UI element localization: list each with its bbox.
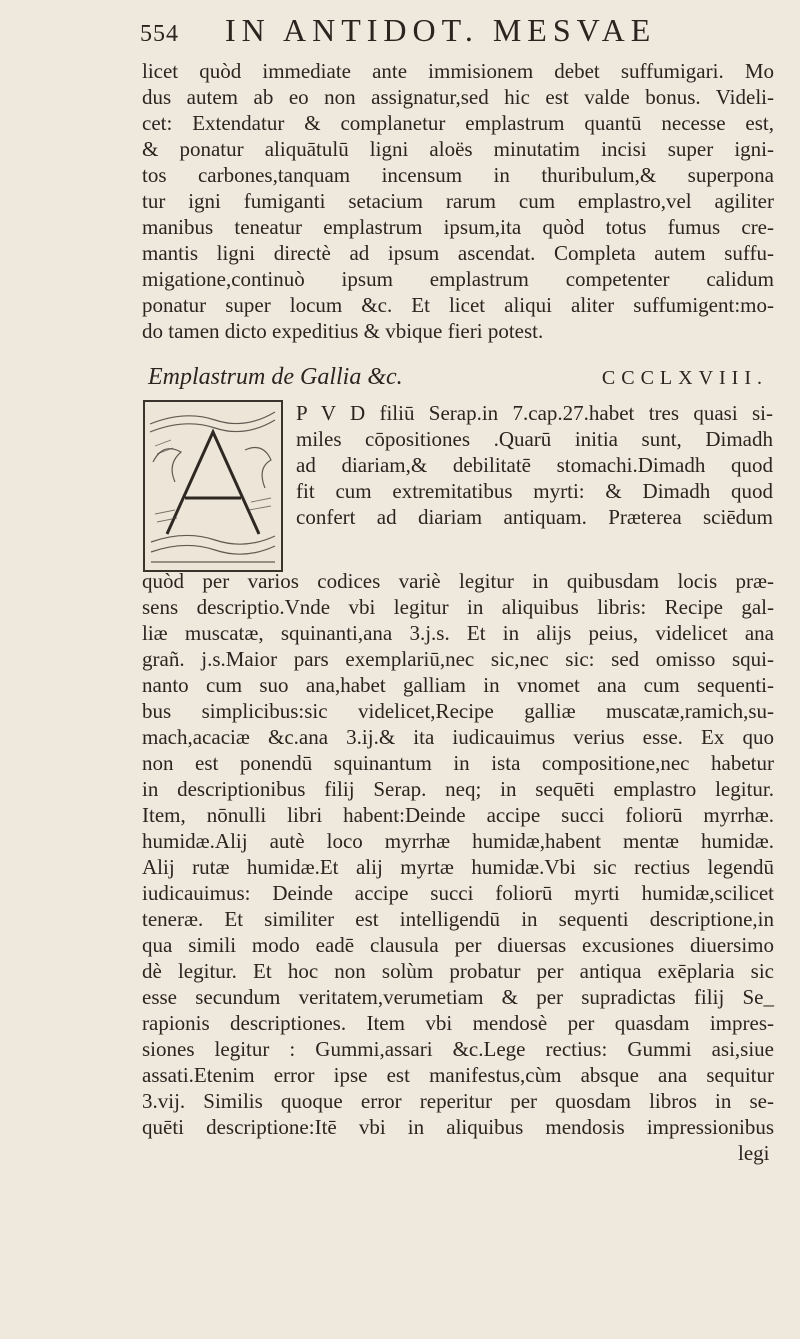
text-line: miles cōpositiones .Quarū initia sunt, Dimadh [296, 427, 773, 451]
text-line: tos carbones,tanquam incensum in thuribulum,& superpona [142, 163, 774, 187]
text-line: siones legitur : Gummi,assari &c.Lege rectius: Gummi asi,siue [142, 1037, 774, 1061]
text-line: manibus teneatur emplastrum ipsum,ita quòd totus fumus cre- [142, 215, 774, 239]
text-line: liæ muscatæ, squinanti,ana 3.j.s. Et in alijs peius, videlicet ana [142, 621, 774, 645]
text-line: cet: Extendatur & complanetur emplastrum quantū necesse est, [142, 111, 774, 135]
text-line: in descriptionibus filij Serap. neq; in sequēti emplastro legitur. [142, 777, 774, 801]
text-line: quòd per varios codices variè legitur in quibusdam locis præ- [142, 569, 774, 593]
section-number: CCCLXVIII. [601, 367, 768, 389]
text-line: Item, nōnulli libri habent:Deinde accipe succi foliorū myrrhæ. [142, 803, 774, 827]
text-line: mach,acaciæ &c.ana 3.ij.& ita iudicauimus verius esse. Ex quo [142, 725, 774, 749]
page-header [140, 12, 688, 52]
text-line: Alij rutæ humidæ.Et alij myrtæ humidæ.Vbi sic rectius legendū [142, 855, 774, 879]
text-line: mantis ligni directè ad ipsum ascendat. Completa autem suffu- [142, 241, 774, 265]
text-line: P V D filiū Serap.in 7.cap.27.habet tres quasi si- [296, 401, 773, 425]
text-line: humidæ.Alij autè loco myrrhæ humidæ,habent mentæ humidæ. [142, 829, 774, 853]
text-line: tur igni fumiganti setacium rarum cum emplastro,vel agiliter [142, 189, 774, 213]
text-line: 3.vij. Similis quoque error reperitur per quosdam libros in se- [142, 1089, 774, 1113]
text-line: confert ad diariam antiquam. Præterea sciēdum [296, 505, 773, 529]
text-line: fit cum extremitatibus myrti: & Dimadh quod [296, 479, 773, 503]
text-line: dus autem ab eo non assignatur,sed hic est valde bonus. Videli- [142, 85, 774, 109]
catchword: legi [738, 1141, 770, 1165]
text-line: qua simili modo eadē clausula per diuersas excusiones diuersimo [142, 933, 774, 957]
text-line: & ponatur aliquātulū ligni aloës minutatim incisi super igni- [142, 137, 774, 161]
text-line: bus simplicibus:sic videlicet,Recipe galliæ muscatæ,ramich,su- [142, 699, 774, 723]
text-line: teneræ. Et similiter est intelligendū in sequenti descriptione,in [142, 907, 774, 931]
text-line: grañ. j.s.Maior pars exemplariū,nec sic,nec sic: sed omisso squi- [142, 647, 774, 671]
decorated-initial [143, 400, 283, 572]
text-line: ponatur super locum &c. Et licet aliqui aliter suffumigent:mo- [142, 293, 774, 317]
text-line: licet quòd immediate ante immisionem debet suffumigari. Mo [142, 59, 774, 83]
text-line: dè legitur. Et hoc non solùm probatur per antiqua exēplaria sic [142, 959, 774, 983]
running-head: IN ANTIDOT. MESVAE [225, 12, 657, 48]
text-line: assati.Etenim error ipse est manifestus,cùm absque ana sequitur [142, 1063, 774, 1087]
text-line: non est ponendū squinantum in ista compositione,nec habetur [142, 751, 774, 775]
text-line: migatione,continuò ipsum emplastrum competenter calidum [142, 267, 774, 291]
page-number: 554 [140, 21, 179, 47]
section-title: Emplastrum de Gallia &c. [148, 364, 403, 390]
woodcut-initial-icon [145, 402, 281, 570]
text-line: nanto cum suo ana,habet galliam in vnomet ana cum sequenti- [142, 673, 774, 697]
text-line: do tamen dicto expeditius & vbique fieri potest. [142, 319, 544, 343]
text-line: esse secundum veritatem,verumetiam & per supradictas filij Se_ [142, 985, 774, 1009]
text-line: iudicauimus: Deinde accipe succi foliorū myrti humidæ,scilicet [142, 881, 774, 905]
text-line: sens descriptio.Vnde vbi legitur in aliquibus libris: Recipe gal- [142, 595, 774, 619]
section-heading [148, 364, 768, 398]
text-line: ad diariam,& debilitatē stomachi.Dimadh quod [296, 453, 773, 477]
text-line: quēti descriptione:Itē vbi in aliquibus mendosis impressionibus [142, 1115, 774, 1139]
text-line: rapionis descriptiones. Item vbi mendosè per quasdam impres- [142, 1011, 774, 1035]
